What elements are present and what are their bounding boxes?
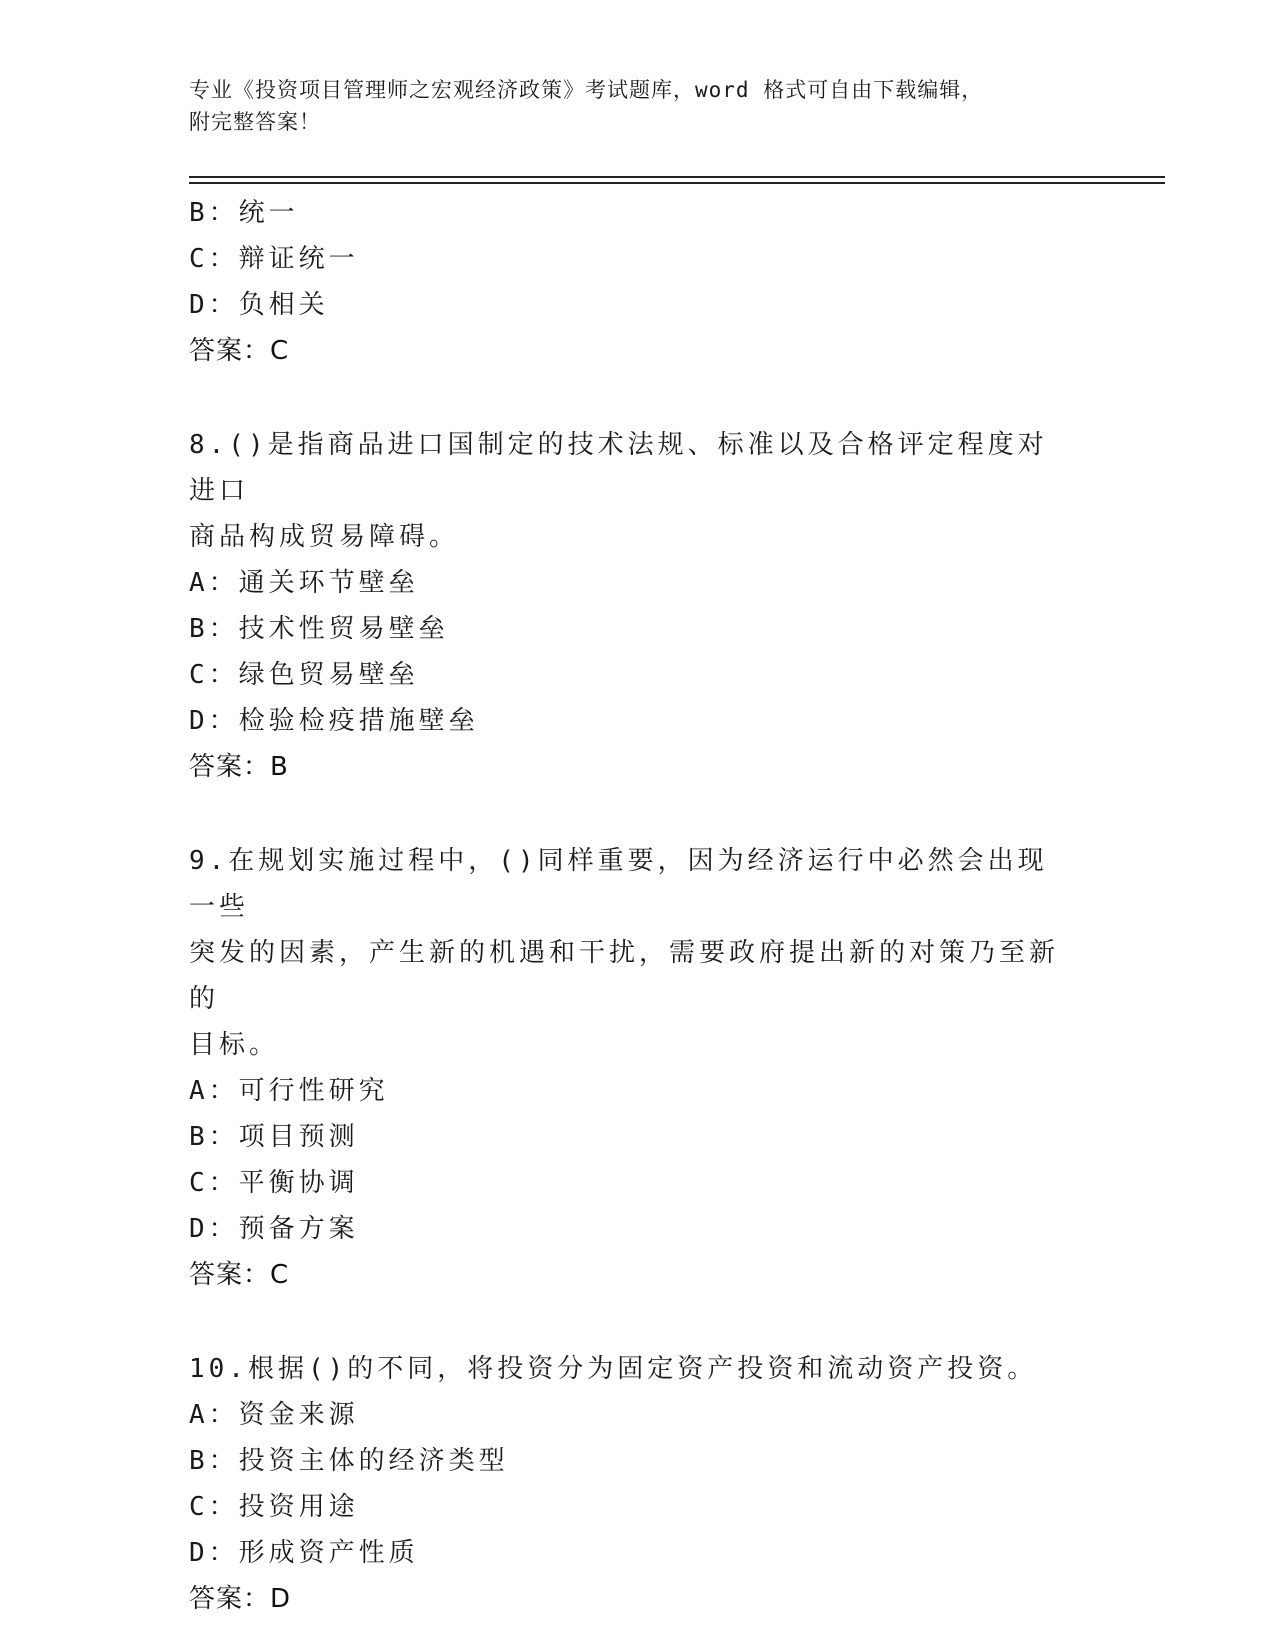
header-divider-top <box>189 176 1165 178</box>
answer-line: 答案：C <box>189 336 290 366</box>
question-stem-line: 突发的因素，产生新的机遇和干扰，需要政府提出新的对策乃至新的 <box>189 938 1060 1014</box>
question-stem-line: 9.在规划实施过程中，()同样重要，因为经济运行中必然会出现一些 <box>189 846 1048 922</box>
option-a: A：通关环节壁垒 <box>189 568 419 598</box>
option-b: B：技术性贸易壁垒 <box>189 614 449 644</box>
question-stem-line: 目标。 <box>189 1030 280 1060</box>
question-9 <box>189 838 1069 1298</box>
option-b: B：项目预测 <box>189 1122 359 1152</box>
header-line-1: 专业《投资项目管理师之宏观经济政策》考试题库，word 格式可自由下载编辑， <box>189 78 984 102</box>
option-d: D：检验检疫措施壁垒 <box>189 706 479 736</box>
option-d: D：形成资产性质 <box>189 1538 419 1568</box>
option-a: A：可行性研究 <box>189 1076 389 1106</box>
option-b: B：统一 <box>189 198 299 228</box>
option-d: D：预备方案 <box>189 1214 359 1244</box>
question-7-continued <box>189 190 1069 374</box>
option-c: C：辩证统一 <box>189 244 359 274</box>
option-a: A：资金来源 <box>189 1400 359 1430</box>
answer-line: 答案：D <box>189 1584 292 1614</box>
option-c: C：投资用途 <box>189 1492 359 1522</box>
question-list <box>189 190 1069 1622</box>
question-8 <box>189 422 1069 790</box>
answer-line: 答案：B <box>189 752 289 782</box>
option-c: C：绿色贸易壁垒 <box>189 660 419 690</box>
header-divider-bottom <box>189 182 1165 184</box>
question-stem-line: 8.()是指商品进口国制定的技术法规、标准以及合格评定程度对进口 <box>189 430 1048 506</box>
option-d: D：负相关 <box>189 290 329 320</box>
question-stem-line: 10.根据()的不同，将投资分为固定资产投资和流动资产投资。 <box>189 1354 1038 1384</box>
document-header <box>189 74 1069 138</box>
option-c: C：平衡协调 <box>189 1168 359 1198</box>
option-b: B：投资主体的经济类型 <box>189 1446 509 1476</box>
question-10 <box>189 1346 1069 1622</box>
question-stem-line: 商品构成贸易障碍。 <box>189 522 460 552</box>
answer-line: 答案：C <box>189 1260 290 1290</box>
header-line-2: 附完整答案！ <box>189 110 321 134</box>
